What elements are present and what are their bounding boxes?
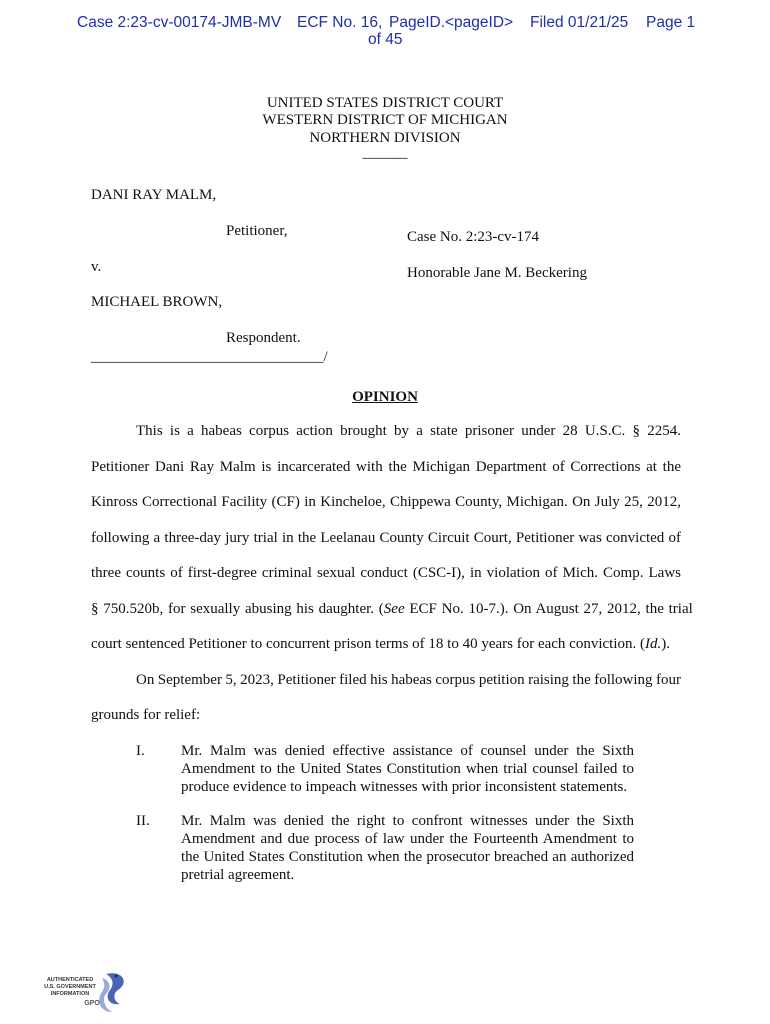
court-district: WESTERN DISTRICT OF MICHIGAN bbox=[262, 112, 508, 128]
heading-rule: ______ bbox=[362, 145, 408, 161]
header-case-number: Case 2:23-cv-00174-JMB-MV bbox=[77, 14, 282, 31]
ground-line: pretrial agreement. bbox=[181, 867, 295, 883]
citation-signal: Id. bbox=[645, 636, 662, 652]
court-name: UNITED STATES DISTRICT COURT bbox=[266, 95, 504, 111]
logo-text: INFORMATION bbox=[50, 991, 90, 997]
gpo-eagle-icon bbox=[44, 968, 134, 1018]
judge-name: Honorable Jane M. Beckering bbox=[407, 265, 587, 281]
citation-text: ). bbox=[661, 636, 670, 652]
ground-number: II. bbox=[136, 813, 150, 829]
header-filed-date: Filed 01/21/25 bbox=[530, 14, 629, 31]
citation-text: ECF No. 10-7.). On August 27, 2012, the trial bbox=[404, 601, 693, 617]
paragraph-line: following a three-day jury trial in the Leelanau County Circuit Court, Petitioner was convicted of bbox=[91, 530, 681, 546]
paragraph-line: three counts of first-degree criminal sexual conduct (CSC-I), in violation of Mich. Comp. Laws bbox=[91, 565, 681, 581]
header-page-count: of 45 bbox=[368, 31, 403, 48]
case-number: Case No. 2:23-cv-174 bbox=[407, 229, 540, 245]
logo-text: U.S. GOVERNMENT bbox=[44, 984, 96, 990]
court-division: NORTHERN DIVISION bbox=[309, 130, 461, 146]
citation-text: court sentenced Petitioner to concurrent prison terms of 18 to 40 years for each conviction. ( bbox=[91, 636, 645, 652]
logo-text: GPO bbox=[84, 1000, 100, 1007]
paragraph-line: On September 5, 2023, Petitioner filed his habeas corpus petition raising the following four bbox=[136, 672, 681, 688]
citation-signal: See bbox=[383, 601, 405, 617]
petitioner-role: Petitioner, bbox=[226, 223, 288, 239]
paragraph-line: Petitioner Dani Ray Malm is incarcerated with the Michigan Department of Corrections at the bbox=[91, 459, 681, 475]
paragraph-line: grounds for relief: bbox=[91, 707, 201, 723]
ground-line: Amendment to the United States Constitution when trial counsel failed to bbox=[181, 761, 634, 777]
opinion-title: OPINION bbox=[352, 389, 418, 405]
logo-text: AUTHENTICATED bbox=[46, 977, 94, 983]
ground-line: the United States Constitution when the prosecutor breached an authorized bbox=[181, 849, 634, 865]
ground-line: produce evidence to impeach witnesses with prior inconsistent statements. bbox=[181, 779, 628, 795]
paragraph-line: This is a habeas corpus action brought by a state prisoner under 28 U.S.C. § 2254. bbox=[136, 423, 681, 439]
paragraph-line-citation bbox=[91, 601, 693, 618]
header-page-number: Page 1 bbox=[646, 14, 696, 31]
ground-line: Mr. Malm was denied the right to confront witnesses under the Sixth bbox=[181, 813, 634, 829]
respondent-role: Respondent. bbox=[226, 330, 301, 346]
paragraph-line: Kinross Correctional Facility (CF) in Kincheloe, Chippewa County, Michigan. On July 25, 2012, bbox=[91, 494, 681, 510]
ground-line: Amendment and due process of law under the Fourteenth Amendment to bbox=[181, 831, 634, 847]
versus: v. bbox=[91, 259, 102, 275]
ground-number: I. bbox=[136, 743, 145, 759]
header-ecf-number: ECF No. 16, bbox=[297, 14, 383, 31]
respondent-name: MICHAEL BROWN, bbox=[91, 294, 223, 310]
caption-underline: _______________________________/ bbox=[91, 349, 328, 365]
ground-line: Mr. Malm was denied effective assistance of counsel under the Sixth bbox=[181, 743, 634, 759]
citation-text: § 750.520b, for sexually abusing his daughter. ( bbox=[91, 601, 384, 617]
paragraph-line-citation bbox=[91, 636, 670, 653]
gpo-authentication-logo bbox=[44, 968, 134, 1018]
petitioner-name: DANI RAY MALM, bbox=[91, 187, 217, 203]
header-pageid: PageID.<pageID> bbox=[389, 14, 514, 31]
